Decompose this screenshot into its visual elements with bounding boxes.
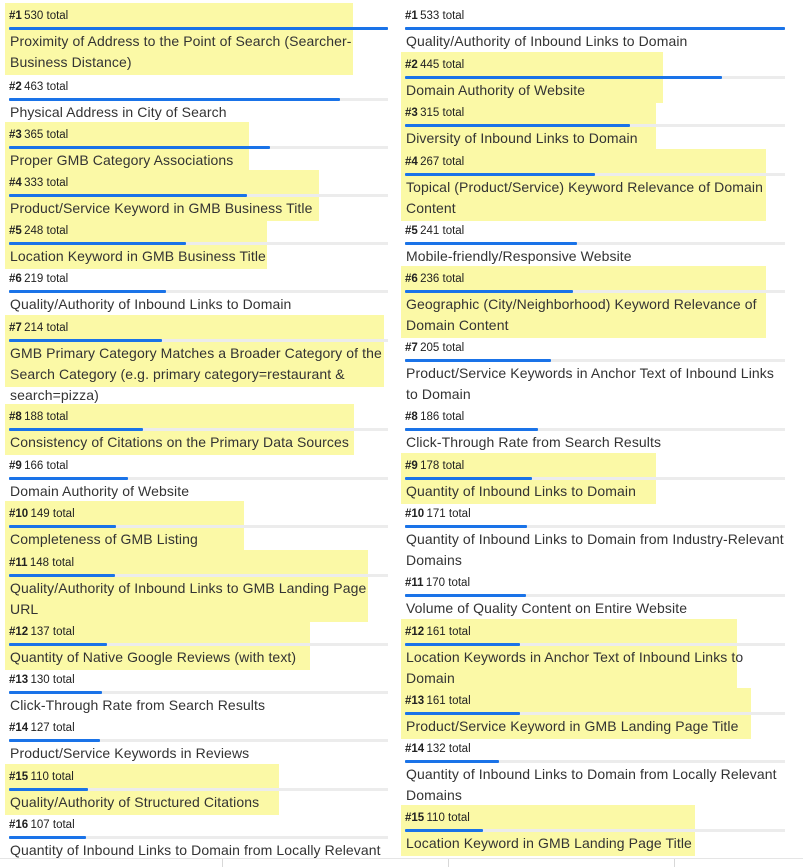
rank-number: #15 <box>9 771 29 783</box>
rank-total-label <box>9 176 68 190</box>
rank-total-label <box>405 58 464 72</box>
factor-label: Topical (Product/Service) Keyword Relevance of Domain Content <box>406 179 764 216</box>
rank-number: #12 <box>9 626 29 638</box>
value-bar <box>9 194 247 197</box>
factor-label: Diversity of Inbound Links to Domain <box>406 130 638 146</box>
total-unit: total <box>46 411 69 423</box>
rank-number: #14 <box>9 722 29 734</box>
rank-total-label <box>405 9 464 23</box>
factor-label: Quality/Authority of Inbound Links to Domain <box>10 296 292 312</box>
total-value: 127 <box>30 722 50 734</box>
value-bar <box>9 525 116 528</box>
rank-total-label <box>9 9 68 23</box>
factor-label: Geographic (City/Neighborhood) Keyword Relevance of Domain Content <box>406 296 757 333</box>
value-bar <box>405 712 520 715</box>
rank-total-label <box>405 459 464 473</box>
total-unit: total <box>52 722 75 734</box>
total-unit: total <box>46 460 69 472</box>
total-value: 161 <box>426 626 446 638</box>
rank-number: #3 <box>9 129 22 141</box>
factor-label: Physical Address in City of Search <box>10 104 227 120</box>
value-bar <box>405 760 499 763</box>
rank-number: #13 <box>9 674 29 686</box>
total-value: 267 <box>420 156 440 168</box>
value-bar <box>405 525 527 528</box>
rank-number: #9 <box>405 460 418 472</box>
rank-number: #12 <box>405 626 425 638</box>
factor-label: Consistency of Citations on the Primary Data Sources <box>10 434 350 450</box>
total-unit: total <box>52 819 75 831</box>
factor-label: Quantity of Inbound Links to Domain from Locally Relevant <box>10 842 381 858</box>
rank-total-label <box>405 272 464 286</box>
factor-label: Volume of Quality Content on Entire Website <box>406 600 688 616</box>
factor-label: Domain Authority of Website <box>406 82 586 98</box>
factor-label: Quantity of Inbound Links to Domain from Locally Relevant Domains <box>406 766 777 803</box>
factor-label: GMB Primary Category Matches a Broader Category of the Search Category (e.g. primary category=restaurant & search=pizza) <box>10 345 382 403</box>
rank-total-label <box>405 576 470 590</box>
total-unit: total <box>46 10 69 22</box>
factor-label: Proper GMB Category Associations <box>10 152 234 168</box>
factor-label: Quantity of Native Google Reviews (with text) <box>10 649 297 665</box>
value-bar <box>405 359 551 362</box>
rank-number: #11 <box>405 577 424 589</box>
value-bar <box>405 477 532 480</box>
value-bar <box>405 643 520 646</box>
value-bar <box>405 76 722 79</box>
total-unit: total <box>448 508 471 520</box>
total-value: 170 <box>425 577 446 589</box>
factor-label: Click-Through Rate from Search Results <box>406 434 662 450</box>
total-value: 148 <box>29 557 50 569</box>
rank-total-label <box>405 742 471 756</box>
value-bar <box>405 428 538 431</box>
total-unit: total <box>52 771 74 783</box>
total-unit: total <box>448 626 471 638</box>
rank-total-label <box>9 80 68 94</box>
value-bar <box>405 173 595 176</box>
factor-label: Location Keyword in GMB Business Title <box>10 248 266 264</box>
factor-label: Proximity of Address to the Point of Search (Searcher-Business Distance) <box>10 33 352 70</box>
total-unit: total <box>46 81 69 93</box>
factor-label: Location Keywords in Anchor Text of Inbound Links to Domain <box>406 649 744 686</box>
total-value: 241 <box>420 225 440 237</box>
value-bar <box>9 98 340 101</box>
bottom-tick <box>674 859 675 867</box>
value-bar <box>9 146 270 149</box>
rank-number: #7 <box>9 322 22 334</box>
rank-number: #2 <box>9 81 22 93</box>
factor-label: Product/Service Keyword in GMB Business Title <box>10 200 313 216</box>
factor-label: Click-Through Rate from Search Results <box>10 697 266 713</box>
rank-total-label <box>405 811 470 825</box>
rank-number: #4 <box>9 177 22 189</box>
total-value: 533 <box>420 10 440 22</box>
rank-total-label <box>9 556 74 570</box>
total-value: 219 <box>24 273 44 285</box>
rank-number: #1 <box>9 10 22 22</box>
total-value: 248 <box>24 225 44 237</box>
rank-number: #4 <box>405 156 418 168</box>
value-bar <box>9 339 162 342</box>
total-value: 166 <box>24 460 44 472</box>
total-value: 171 <box>426 508 446 520</box>
total-value: 188 <box>24 411 44 423</box>
total-value: 445 <box>420 59 440 71</box>
rank-total-label <box>9 673 75 687</box>
total-value: 214 <box>24 322 44 334</box>
total-unit: total <box>52 626 75 638</box>
rank-number: #5 <box>9 225 22 237</box>
rank-number: #13 <box>405 695 425 707</box>
rank-total-label <box>9 272 68 286</box>
value-bar <box>9 242 186 245</box>
rank-total-label <box>9 128 68 142</box>
total-value: 333 <box>24 177 44 189</box>
total-unit: total <box>442 156 465 168</box>
total-unit: total <box>46 129 69 141</box>
rank-number: #15 <box>405 812 425 824</box>
factor-label: Mobile-friendly/Responsive Website <box>406 248 632 264</box>
rank-number: #7 <box>405 342 418 354</box>
rank-number: #10 <box>9 508 29 520</box>
rank-total-label <box>9 410 68 424</box>
factor-label: Quantity of Inbound Links to Domain <box>406 483 636 499</box>
total-unit: total <box>448 695 471 707</box>
rank-total-label <box>9 770 74 784</box>
rank-total-label <box>405 410 464 424</box>
value-bar <box>405 27 785 30</box>
total-unit: total <box>442 225 465 237</box>
factor-label: Completeness of GMB Listing <box>10 531 198 547</box>
total-unit: total <box>442 273 465 285</box>
rank-total-label <box>9 224 68 238</box>
rank-total-label <box>9 818 75 832</box>
rank-total-label <box>9 321 68 335</box>
value-bar <box>405 124 630 127</box>
rank-total-label <box>405 106 464 120</box>
rank-total-label <box>9 459 68 473</box>
factor-label: Product/Service Keywords in Anchor Text of Inbound Links to Domain <box>406 365 774 402</box>
factor-label: Domain Authority of Website <box>10 483 190 499</box>
rank-number: #10 <box>405 508 425 520</box>
value-bar <box>9 643 107 646</box>
total-value: 132 <box>426 743 446 755</box>
total-unit: total <box>46 322 69 334</box>
rank-number: #16 <box>9 819 29 831</box>
rank-number: #1 <box>405 10 418 22</box>
total-unit: total <box>442 342 465 354</box>
total-value: 137 <box>30 626 50 638</box>
rank-total-label <box>9 625 75 639</box>
factor-label: Location Keyword in GMB Landing Page Title <box>406 835 692 851</box>
total-unit: total <box>448 743 471 755</box>
total-unit: total <box>52 674 75 686</box>
total-unit: total <box>442 107 465 119</box>
value-bar <box>9 428 143 431</box>
factor-label: Quality/Authority of Inbound Links to GMB Landing Page URL <box>10 580 367 617</box>
total-unit: total <box>442 59 465 71</box>
factor-label: Quality/Authority of Inbound Links to Domain <box>406 33 688 49</box>
total-value: 107 <box>30 819 50 831</box>
total-unit: total <box>442 10 465 22</box>
total-value: 178 <box>420 460 440 472</box>
bottom-tick <box>448 859 449 867</box>
rank-number: #2 <box>405 59 418 71</box>
rank-total-label <box>405 694 471 708</box>
rank-total-label <box>405 625 471 639</box>
bottom-tick <box>222 859 223 867</box>
rank-total-label <box>9 507 75 521</box>
total-unit: total <box>46 225 69 237</box>
total-value: 315 <box>420 107 440 119</box>
value-bar <box>9 477 128 480</box>
factor-label: Product/Service Keyword in GMB Landing Page Title <box>406 718 739 734</box>
value-bar <box>405 242 577 245</box>
total-value: 149 <box>30 508 50 520</box>
total-unit: total <box>46 177 69 189</box>
value-bar <box>9 739 100 742</box>
rank-number: #9 <box>9 460 22 472</box>
total-unit: total <box>442 460 465 472</box>
factor-label: Quantity of Inbound Links to Domain from Industry-Relevant Domains <box>406 531 784 568</box>
total-unit: total <box>46 273 69 285</box>
total-value: 463 <box>24 81 44 93</box>
value-bar <box>405 594 526 597</box>
total-unit: total <box>52 557 75 569</box>
factor-label: Product/Service Keywords in Reviews <box>10 745 250 761</box>
total-value: 110 <box>30 771 49 783</box>
total-unit: total <box>52 508 75 520</box>
rank-number: #5 <box>405 225 418 237</box>
rank-number: #8 <box>9 411 22 423</box>
value-bar <box>9 788 88 791</box>
rank-number: #3 <box>405 107 418 119</box>
total-value: 110 <box>426 812 445 824</box>
value-bar <box>405 290 573 293</box>
rank-total-label <box>405 507 471 521</box>
value-bar <box>9 290 166 293</box>
value-bar <box>9 574 115 577</box>
factor-label: Quality/Authority of Structured Citations <box>10 794 260 810</box>
total-value: 205 <box>420 342 440 354</box>
total-value: 161 <box>426 695 446 707</box>
total-value: 130 <box>30 674 50 686</box>
rank-number: #8 <box>405 411 418 423</box>
rank-number: #11 <box>9 557 28 569</box>
rank-total-label <box>405 341 464 355</box>
total-value: 186 <box>420 411 440 423</box>
rank-total-label <box>9 721 75 735</box>
rank-number: #6 <box>405 273 418 285</box>
rank-number: #14 <box>405 743 425 755</box>
value-bar <box>405 829 483 832</box>
value-bar <box>9 691 102 694</box>
total-unit: total <box>448 812 470 824</box>
total-unit: total <box>442 411 465 423</box>
bottom-divider <box>0 858 803 859</box>
rank-total-label <box>405 224 464 238</box>
rank-total-label <box>405 155 464 169</box>
value-bar <box>9 836 86 839</box>
total-value: 236 <box>420 273 440 285</box>
total-value: 365 <box>24 129 44 141</box>
rank-number: #6 <box>9 273 22 285</box>
value-bar <box>9 27 388 30</box>
total-value: 530 <box>24 10 44 22</box>
total-unit: total <box>448 577 471 589</box>
